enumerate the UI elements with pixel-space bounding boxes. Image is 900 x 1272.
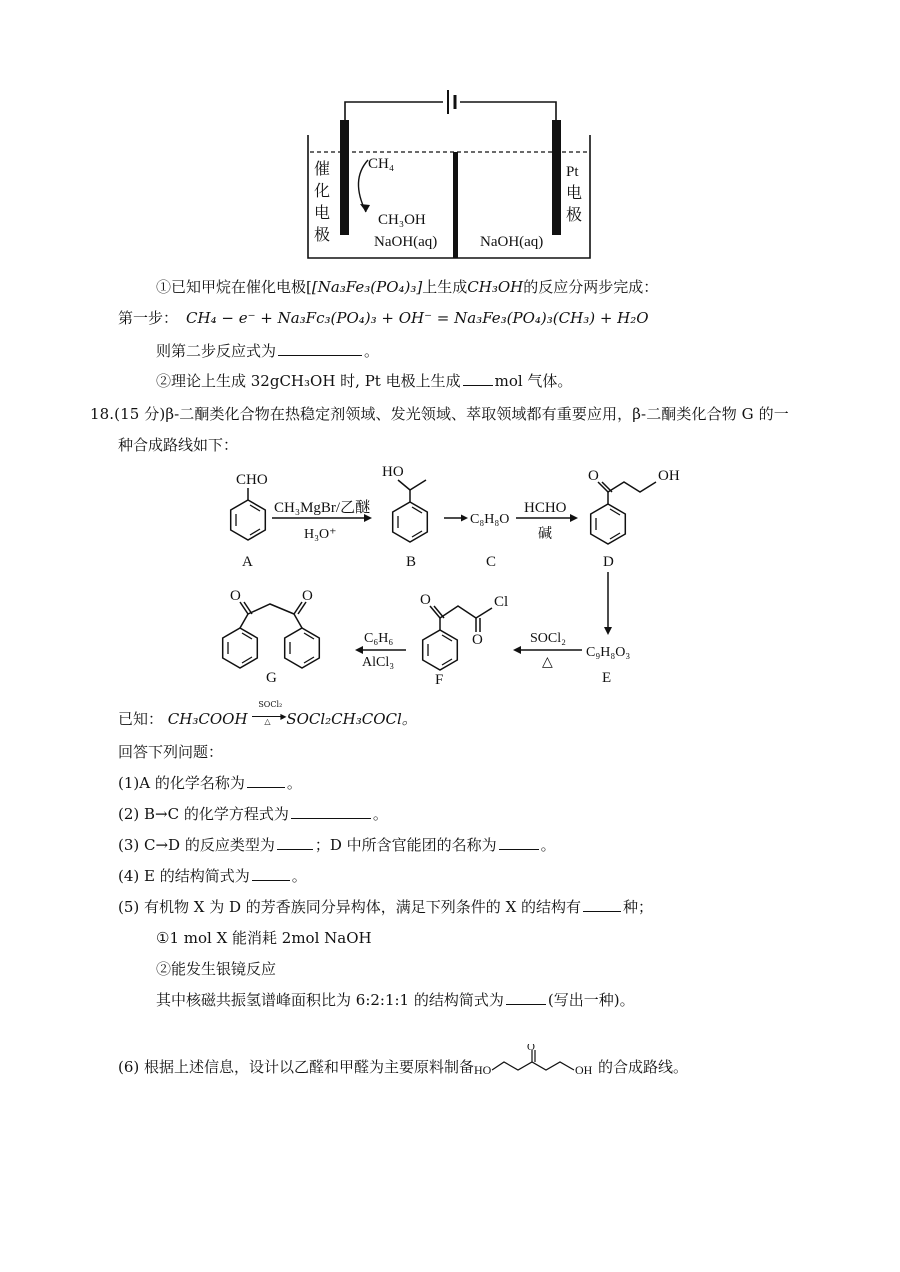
step2-end: 。 [364, 342, 380, 360]
q17-part2-end: mol 气体。 [494, 372, 573, 390]
target-ho: HO [474, 1063, 492, 1077]
naoh-right-label: NaOH(aq) [480, 234, 544, 250]
known-left: CH₃COOH [167, 710, 248, 728]
part1-end: 。 [286, 774, 302, 792]
answer-blank[interactable] [499, 835, 539, 850]
right-electrode-label-3: 极 [566, 205, 583, 224]
known-line [118, 700, 417, 729]
reagent2-top: HCHO [524, 500, 567, 516]
f-o2: O [472, 632, 483, 648]
catalyst-formula: [Na₃Fe₃(PO₄)₃] [311, 278, 423, 296]
reagent3-bottom: △ [542, 655, 553, 670]
part6 [118, 1044, 688, 1084]
part3-text-a: (3) C→D 的反应类型为 [118, 836, 275, 854]
a-cho: CHO [236, 472, 268, 488]
answer-blank[interactable] [583, 897, 621, 912]
step1-equation: CH₄ − e⁻ + Na₃Fc₃(PO₄)₃ + OH⁻ = Na₃Fe₃(PO₄)₃(CH₃) + H₂O [186, 309, 649, 327]
reagent2-bottom: 碱 [538, 526, 552, 542]
answer-blank[interactable] [463, 371, 493, 386]
answer-blank[interactable] [252, 866, 290, 881]
reagent4-top: C₆H₆ [364, 631, 394, 646]
f-cl: Cl [494, 594, 509, 610]
target-oh: OH [575, 1063, 593, 1077]
target-molecule [474, 1044, 598, 1084]
b-ho: HO [382, 464, 404, 480]
part5 [118, 896, 653, 917]
part2-end: 。 [372, 805, 388, 823]
q17-line1-suffix: 的反应分两步完成： [523, 278, 659, 296]
naoh-left-label: NaOH(aq) [374, 234, 438, 250]
answer-blank[interactable] [291, 804, 371, 819]
reagent3-top: SOCl₂ [530, 631, 567, 646]
part5-end: 种； [623, 898, 654, 916]
part4-end: 。 [291, 867, 307, 885]
answer-blank[interactable] [247, 773, 285, 788]
answer-blank[interactable] [278, 341, 362, 356]
answer-blank[interactable] [506, 990, 546, 1005]
part6-text: (6) 根据上述信息，设计以乙醛和甲醛为主要原料制备 [118, 1058, 475, 1076]
g-o2: O [302, 588, 313, 604]
c-formula: C₈H₈O [470, 512, 510, 527]
right-electrode-label-2: 电 [566, 183, 583, 202]
right-electrode-label-1: Pt [566, 164, 579, 180]
ch4-label: CH₄ [368, 156, 395, 172]
left-electrode-label-1: 催 [314, 159, 331, 178]
b-label: B [406, 554, 417, 570]
q18-intro-line1: 18.(15 分)β-二酮类化合物在热稳定剂领域、发光领域、萃取领域都有重要应用，β-二酮类化合物 G 的一 [90, 405, 789, 423]
reagent1-bottom: H₃O⁺ [304, 527, 337, 542]
part5-text: (5) 有机物 X 为 D 的芳香族同分异构体，满足下列条件的 X 的结构有 [118, 898, 582, 916]
part3 [118, 834, 556, 855]
part5-condition2: ②能发生银镜反应 [156, 960, 277, 978]
q17-part2 [156, 370, 572, 391]
g-o1: O [230, 588, 241, 604]
answer-blank[interactable] [277, 835, 313, 850]
part5-condition1: ①1 mol X 能消耗 2mol NaOH [156, 929, 372, 947]
part2-text: (2) B→C 的化学方程式为 [118, 805, 289, 823]
f-o1: O [420, 592, 431, 608]
step2-text: 则第二步反应式为 [156, 342, 277, 360]
c-label: C [486, 554, 497, 570]
known-right: SOCl₂CH₃COCl。 [286, 710, 417, 728]
part5-condition3 [156, 989, 635, 1010]
part3-end: 。 [540, 836, 556, 854]
left-electrode-label-2: 化 [314, 181, 331, 200]
reagent1-top: CH₃MgBr/乙醚 [274, 500, 371, 516]
e-formula: C₉H₈O₃ [586, 645, 631, 660]
q17-step1 [118, 307, 649, 328]
known-arrow: SOCl₂ ▶ △ [252, 710, 286, 724]
ch3oh-formula: CH₃OH [467, 278, 524, 296]
d-o: O [588, 468, 599, 484]
q17-step2 [156, 340, 379, 361]
part4 [118, 865, 307, 886]
a-label: A [242, 554, 253, 570]
e-label: E [602, 670, 612, 686]
q17-line1-prefix: ①已知甲烷在催化电极[ [156, 278, 312, 296]
answer-intro: 回答下列问题： [118, 743, 224, 761]
known-prefix: 已知： [118, 710, 164, 728]
known-arrow-bottom: △ [264, 717, 271, 726]
part5-c3-text: 其中核磁共振氢谱峰面积比为 6:2:1:1 的结构简式为 [156, 991, 504, 1009]
known-arrow-top: SOCl₂ [258, 700, 283, 709]
d-label: D [603, 554, 614, 570]
target-o: O [527, 1044, 535, 1053]
f-label: F [435, 672, 444, 688]
g-label: G [266, 670, 277, 686]
synthesis-scheme [210, 460, 690, 690]
part5-c3-end: (写出一种)。 [547, 991, 635, 1009]
part2 [118, 803, 388, 824]
electrolysis-cell-diagram [300, 80, 600, 270]
part3-text-b: ；D 中所含官能团的名称为 [314, 836, 497, 854]
reagent4-bottom: AlCl₃ [362, 655, 395, 670]
q18-intro-line2: 种合成路线如下： [118, 436, 239, 454]
part1 [118, 772, 302, 793]
d-oh: OH [658, 468, 680, 484]
left-electrode-label-4: 极 [314, 225, 331, 244]
step1-label: 第一步： [118, 309, 179, 327]
part1-text: (1)A 的化学名称为 [118, 774, 245, 792]
left-electrode-label-3: 电 [314, 203, 331, 222]
ch3oh-label: CH₃OH [378, 212, 426, 228]
part4-text: (4) E 的结构简式为 [118, 867, 250, 885]
part6-end: 的合成路线。 [598, 1058, 689, 1076]
q17-part2-text: ②理论上生成 32gCH₃OH 时, Pt 电极上生成 [156, 372, 461, 390]
q17-line1-mid: 上生成 [422, 278, 468, 296]
q17-line1 [156, 276, 658, 297]
